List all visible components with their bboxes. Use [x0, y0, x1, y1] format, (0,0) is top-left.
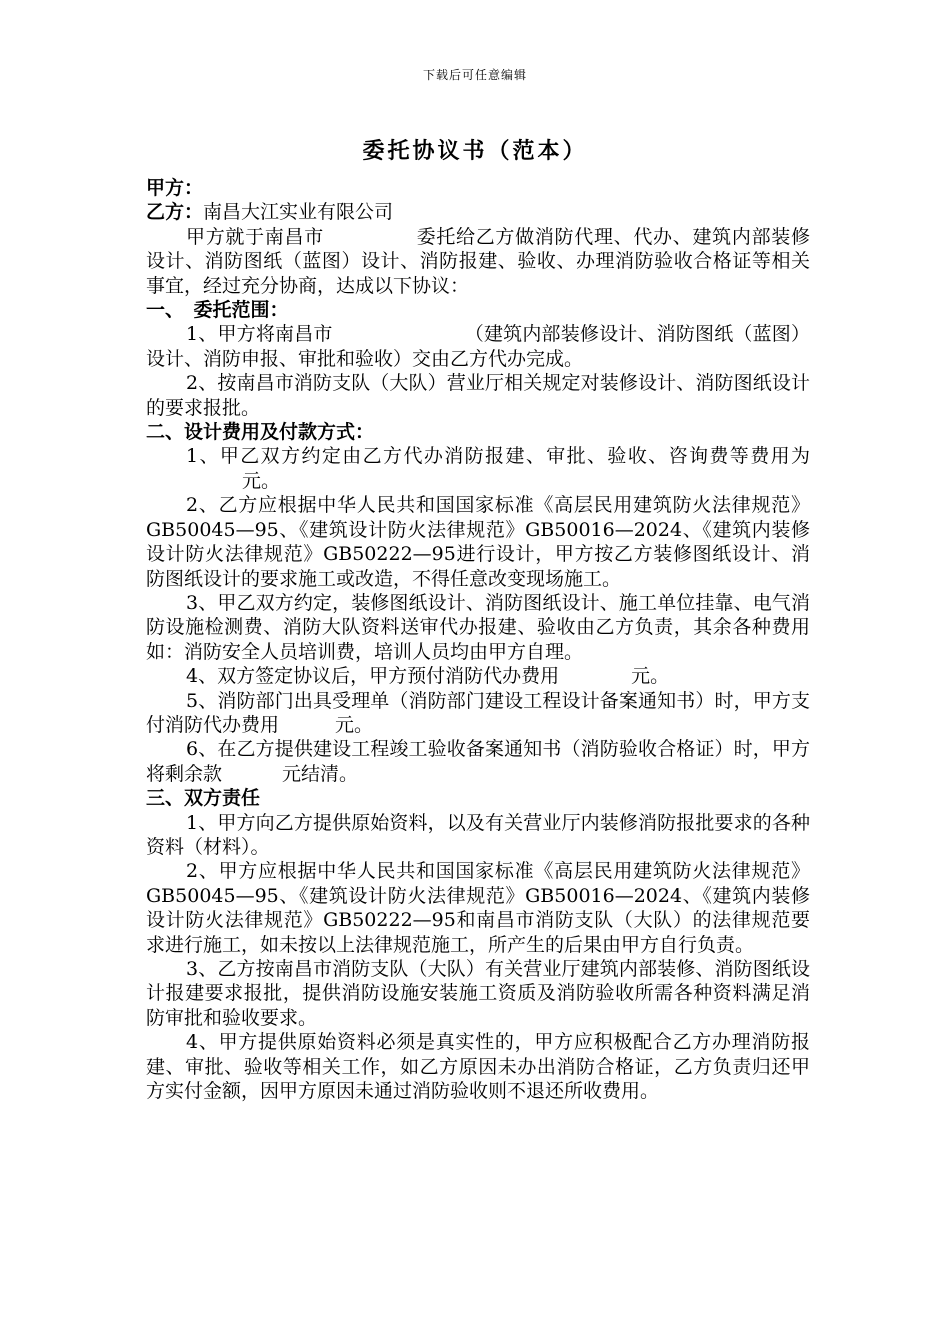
party-b-label: 乙方： [146, 201, 204, 224]
section2-item3: 3、甲乙双方约定，装修图纸设计、消防图纸设计、施工单位挂靠、电气消防设施检测费、消防大队资料送审代办报建、验收由乙方负责，其余各种费用如：消防安全人员培训费，培训人员均由甲方自理。 [146, 591, 810, 663]
intro-paragraph [146, 225, 810, 298]
document-title: 委托协议书（范本） [362, 138, 588, 164]
party-a-label: 甲方： [146, 177, 204, 199]
party-b-name: 南昌大江实业有限公司 [203, 201, 394, 224]
section1-item1-text-1: 1、甲方将南昌市 [186, 323, 333, 346]
section2-item4-text-2: 元。 [631, 665, 670, 688]
section2-item6-text-2: 元结清。 [282, 762, 359, 785]
section2-item5-text-1: 5、消防部门出具受理单（消防部门建设工程设计备案通知书）时，甲方支付消防代办费用 [146, 689, 810, 736]
section2-item1 [146, 444, 810, 493]
section1-item1 [146, 322, 810, 371]
section2-heading: 二、设计费用及付款方式： [146, 421, 375, 444]
section2-item6 [146, 737, 810, 786]
page-header: 下载后可任意编辑 [422, 68, 527, 82]
party-a-line [146, 176, 810, 200]
section3-item4: 4、甲方提供原始资料必须是真实性的，甲方应积极配合乙方办理消防报建、审批、验收等相关工作，如乙方原因未办出消防合格证，乙方负责归还甲方实付金额，因甲方原因未通过消防验收则不退还所收费用。 [146, 1031, 810, 1103]
intro-text-1: 甲方就于南昌市 [186, 225, 324, 248]
section2-item4 [146, 664, 810, 688]
section2-item6-text-1: 6、在乙方提供建设工程竣工验收备案通知书（消防验收合格证）时，甲方将剩余款 [146, 738, 810, 785]
section1-item2: 2、按南昌市消防支队（大队）营业厅相关规定对装修设计、消防图纸设计的要求报批。 [146, 372, 810, 419]
section2-item4-text-1: 4、双方签定协议后，甲方预付消防代办费用 [186, 665, 560, 688]
intro-text-2: 委托给乙方做消防代理、代办、建筑内部装修设计、消防图纸（蓝图）设计、消防报建、验收、办理消防验收合格证等相关事宜，经过充分协商，达成以下协议： [146, 225, 810, 297]
section2-item5-text-2: 元。 [335, 713, 374, 736]
document-body [146, 176, 810, 1103]
section3-heading: 三、双方责任 [146, 787, 261, 810]
section3-item1: 1、甲方向乙方提供原始资料，以及有关营业厅内装修消防报批要求的各种资料（材料）。 [146, 811, 810, 858]
section3-item3: 3、乙方按南昌市消防支队（大队）有关营业厅建筑内部装修、消防图纸设计报建要求报批，提供消防设施安装施工资质及消防验收所需各种资料满足消防审批和验收要求。 [146, 958, 810, 1029]
section2-item5 [146, 689, 810, 738]
section2-item2: 2、乙方应根据中华人民共和国国家标准《高层民用建筑防火法律规范》GB50045—95、《建筑设计防火法律规范》GB50016—2024、《建筑内装修设计防火法律规范》GB50222—95进行设计，甲方按乙方装修图纸设计、消防图纸设计的要求施工或改造，不得任意改变现场施工。 [146, 494, 810, 590]
section2-item1-text-1: 1、甲乙双方约定由乙方代办消防报建、审批、验收、咨询费等费用为 [186, 445, 810, 468]
section1-heading: 一、 委托范围： [146, 299, 289, 322]
section2-item1-text-2: 元。 [242, 469, 281, 492]
section3-item2: 2、甲方应根据中华人民共和国国家标准《高层民用建筑防火法律规范》GB50045—95、《建筑设计防火法律规范》GB50016—2024、《建筑内装修设计防火法律规范》GB50222—95和南昌市消防支队（大队）的法律规范要求进行施工，如未按以上法律规范施工，所产生的后果由甲方自行负责。 [146, 860, 810, 956]
section1-item1-text-2: （建筑内部装修设计、消防图纸（蓝图）设计、消防申报、审批和验收）交由乙方代办完成。 [146, 323, 810, 370]
party-b-line [146, 200, 810, 224]
